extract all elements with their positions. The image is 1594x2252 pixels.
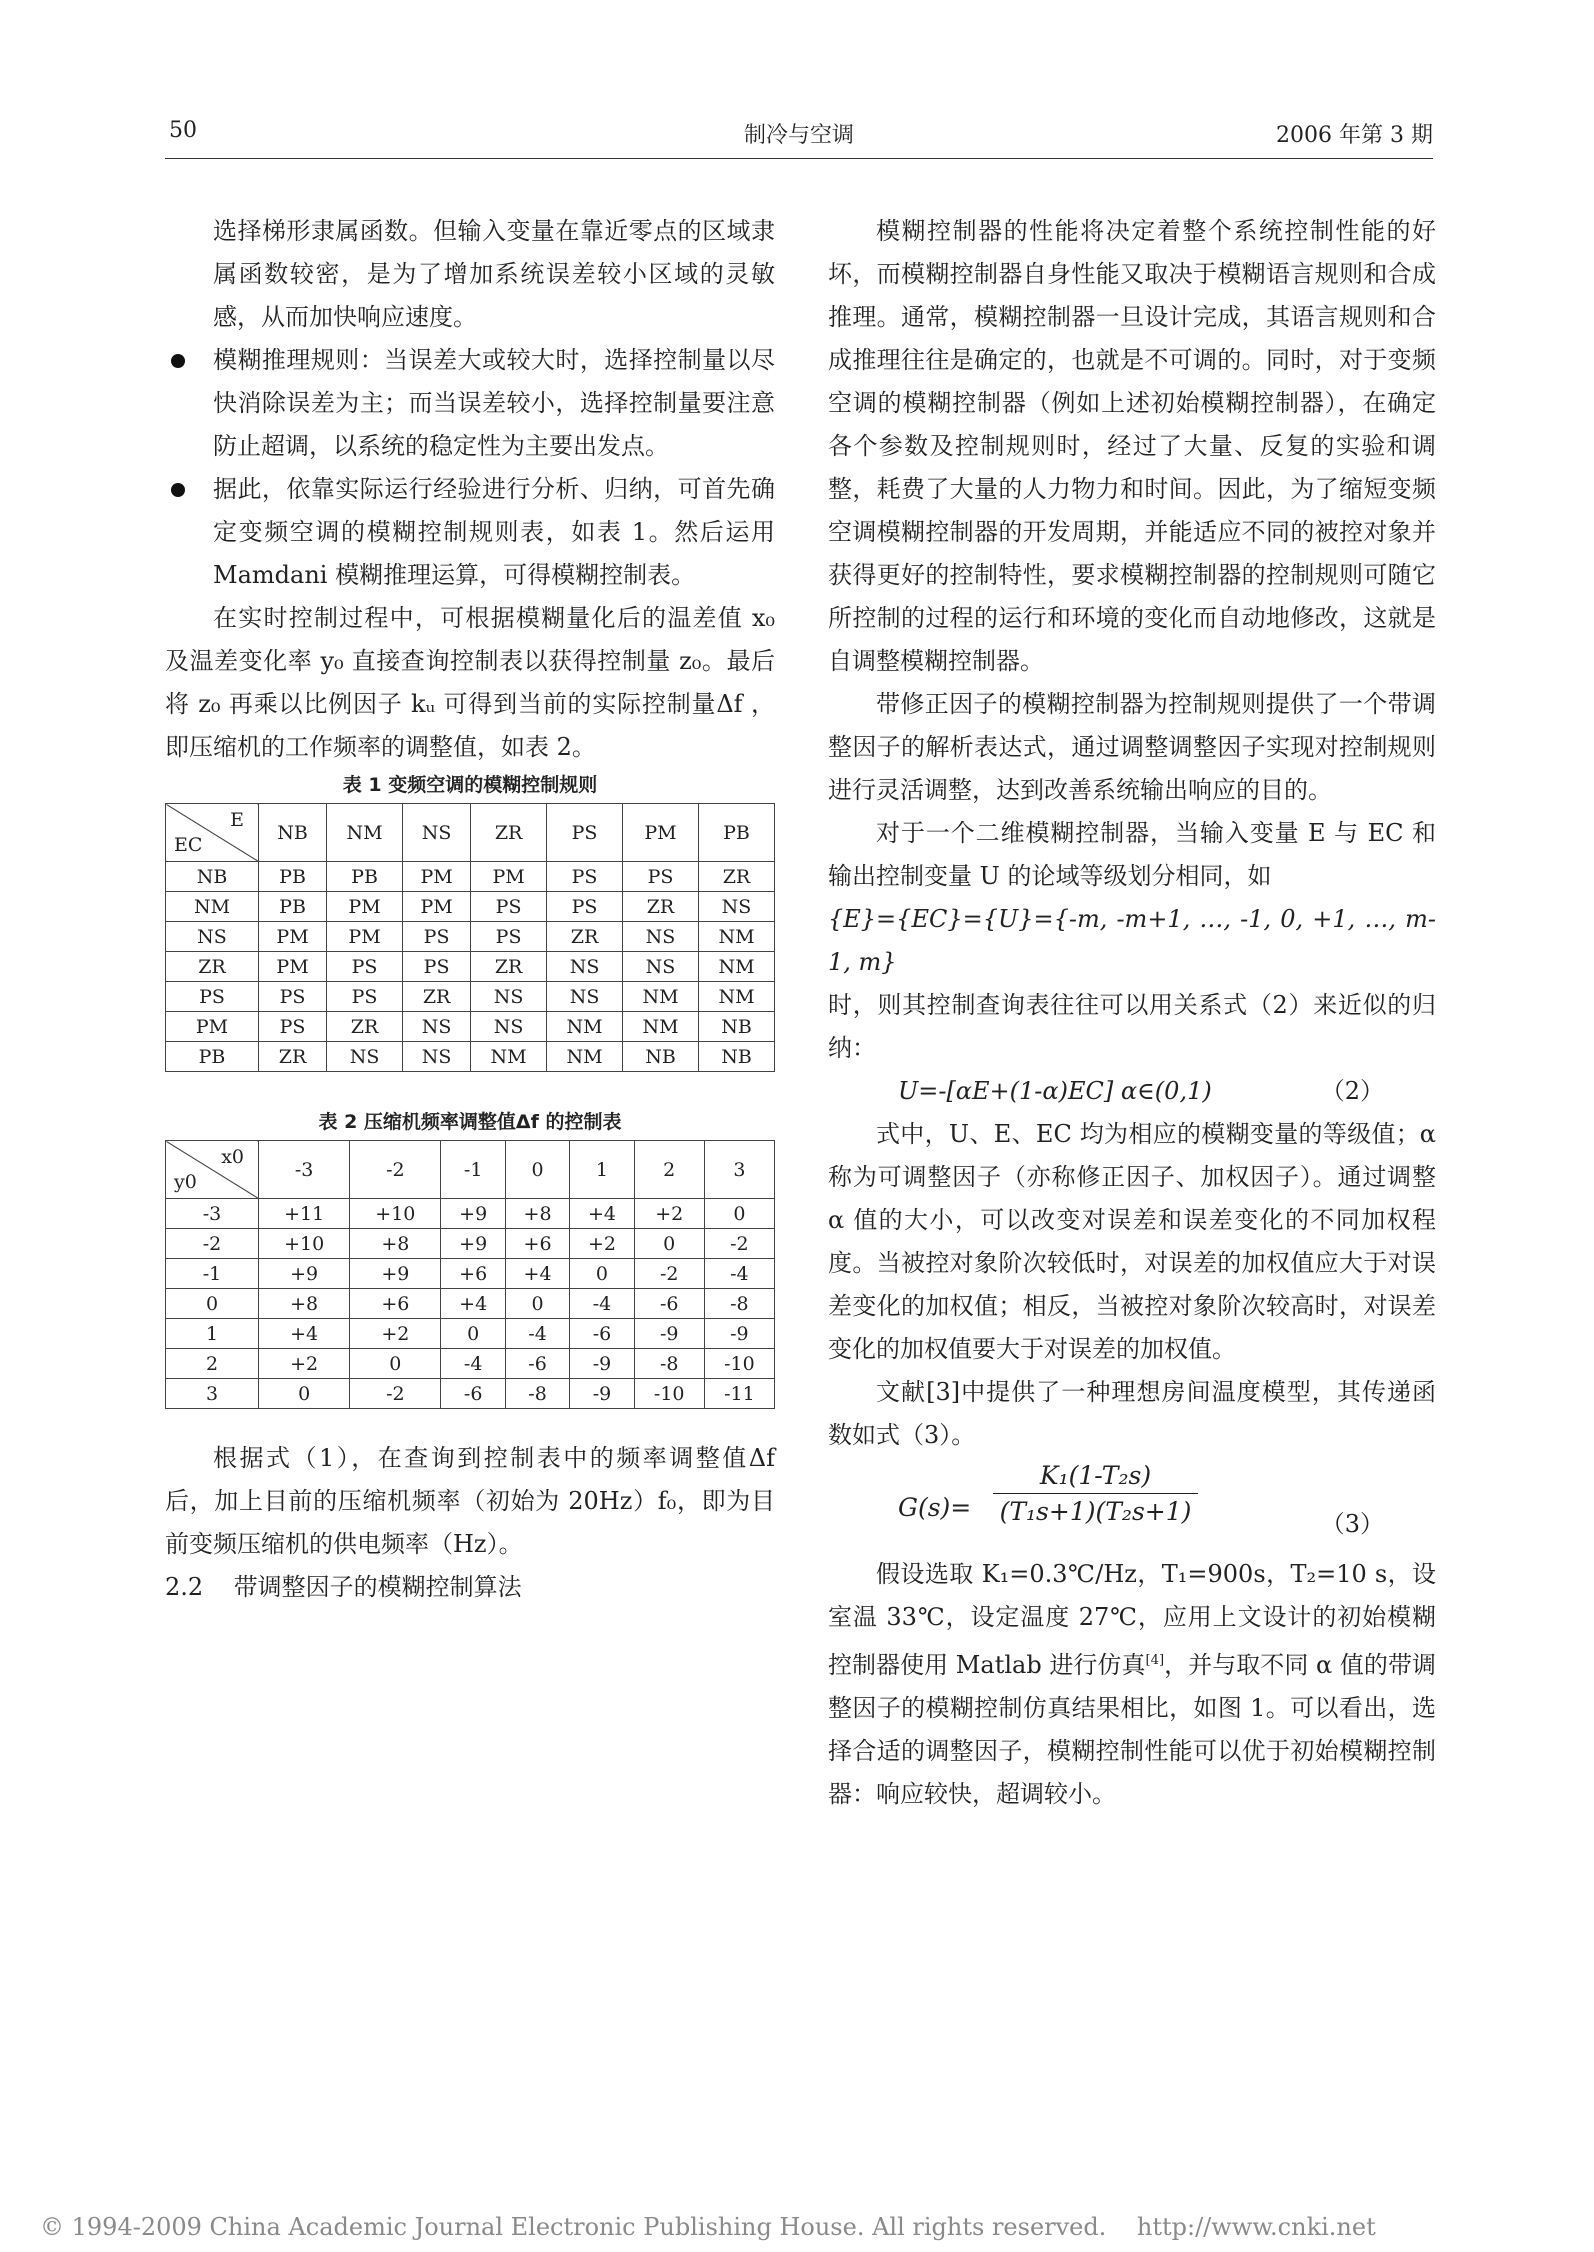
paragraph-after-tables: 根据式（1），在查询到控制表中的频率调整值Δf 后，加上目前的压缩机频率（初始为 20Hz）f₀，即为目前变频压缩机的供电频率（Hz）。 bbox=[165, 1444, 775, 1558]
table-cell: +8 bbox=[350, 1229, 441, 1259]
table-cell: NS bbox=[403, 1042, 471, 1072]
table-cell: PM bbox=[327, 892, 403, 922]
bullet-icon bbox=[171, 354, 185, 368]
table-cell: PS bbox=[623, 862, 699, 892]
column-header: -3 bbox=[259, 1141, 350, 1199]
equation-2: U=-[αE+(1-α)EC] α∈(0,1) （2） bbox=[828, 1070, 1436, 1113]
table-cell: -8 bbox=[704, 1289, 774, 1319]
table-cell: PB bbox=[327, 862, 403, 892]
table-cell: +4 bbox=[441, 1289, 505, 1319]
table-cell: PS bbox=[327, 952, 403, 982]
table-cell: PS bbox=[259, 1012, 327, 1042]
table-cell: PS bbox=[259, 982, 327, 1012]
paragraph-6: 假设选取 K₁=0.3℃/Hz，T₁=900s，T₂=10 s，设室温 33℃，设定温度 27℃，应用上文设计的初始模糊控制器使用 Matlab 进行仿真[4]，并与取不同 α 值的带调整因子的模糊控制仿真结果相比，如图 1。可以看出，选择合适的调整因子，模糊控制性能可以优于初始模糊控制器：响应较快，超调较小。 bbox=[828, 1560, 1436, 1808]
table-cell: 0 bbox=[570, 1259, 634, 1289]
bullet-item: 模糊推理规则：当误差大或较大时，选择控制量以尽快消除误差为主；而当误差较小，选择控制量要注意防止超调，以系统的稳定性为主要出发点。 bbox=[165, 339, 775, 468]
table-cell: -2 bbox=[634, 1259, 704, 1289]
table-cell: NM bbox=[698, 952, 774, 982]
paragraph-3-tail: 时，则其控制查询表往往可以用关系式（2）来近似的归纳： bbox=[828, 991, 1436, 1062]
table-cell: PS bbox=[403, 922, 471, 952]
column-header: PS bbox=[547, 804, 623, 862]
paragraph-3: 对于一个二维模糊控制器，当输入变量 E 与 EC 和输出控制变量 U 的论域等级划分相同，如 bbox=[828, 819, 1436, 890]
table-cell: PM bbox=[259, 952, 327, 982]
table-cell: ZR bbox=[471, 952, 547, 982]
table-cell: NM bbox=[547, 1012, 623, 1042]
table-cell: -4 bbox=[704, 1259, 774, 1289]
table-cell: -2 bbox=[350, 1379, 441, 1409]
section-heading: 2.2 带调整因子的模糊控制算法 bbox=[165, 1573, 522, 1601]
equation-3: G(s)= $\frac{\text{K₁(1-T₂s)}}{\text{(T₁s+1)(T₂s+1)}}$ （3） bbox=[828, 1457, 1436, 1553]
table-cell: +2 bbox=[259, 1349, 350, 1379]
table1-caption: 表 1 变频空调的模糊控制规则 bbox=[342, 774, 598, 796]
table-cell: PS bbox=[403, 952, 471, 982]
citation-ref: [4] bbox=[1145, 1653, 1165, 1668]
table-cell: NB bbox=[623, 1042, 699, 1072]
paragraph-2: 带修正因子的模糊控制器为控制规则提供了一个带调整因子的解析表达式，通过调整调整因子实现对控制规则进行灵活调整，达到改善系统输出响应的目的。 bbox=[828, 690, 1436, 804]
column-header: -1 bbox=[441, 1141, 505, 1199]
table-cell: PS bbox=[471, 922, 547, 952]
bullet-icon bbox=[171, 483, 185, 497]
row-header: PM bbox=[166, 1012, 259, 1042]
table-cell: NS bbox=[327, 1042, 403, 1072]
table-cell: -4 bbox=[505, 1319, 569, 1349]
row-header: NM bbox=[166, 892, 259, 922]
table-cell: +6 bbox=[350, 1289, 441, 1319]
equation-2-number: （2） bbox=[1320, 1077, 1384, 1105]
left-column bbox=[165, 210, 775, 1609]
row-header: PS bbox=[166, 982, 259, 1012]
column-header: NS bbox=[403, 804, 471, 862]
table-cell: +6 bbox=[505, 1229, 569, 1259]
table-cell: +8 bbox=[505, 1199, 569, 1229]
table-cell: +9 bbox=[441, 1199, 505, 1229]
column-header: ZR bbox=[471, 804, 547, 862]
table-cell: -6 bbox=[505, 1349, 569, 1379]
issue-label: 2006 年第 3 期 bbox=[1276, 123, 1433, 148]
paragraph-4: 式中，U、E、EC 均为相应的模糊变量的等级值；α 称为可调整因子（亦称修正因子、加权因子）。通过调整 α 值的大小，可以改变对误差和误差变化的不同加权程度。当被控对象阶次较低时，对误差的加权值应大于对误差变化的加权值；相反，当被控对象阶次较高时，对误差变化的加权值要大于对误差的加权值。 bbox=[828, 1120, 1436, 1363]
table-cell: NS bbox=[698, 892, 774, 922]
table-cell: -4 bbox=[441, 1349, 505, 1379]
table-cell: NS bbox=[403, 1012, 471, 1042]
table-cell: ZR bbox=[698, 862, 774, 892]
equation-3-number: （3） bbox=[1320, 1510, 1384, 1538]
paragraph-5: 文献[3]中提供了一种理想房间温度模型，其传递函数如式（3）。 bbox=[828, 1378, 1436, 1449]
table-cell: +9 bbox=[350, 1259, 441, 1289]
eq3-denominator: (T₁s+1)(T₂s+1) bbox=[993, 1493, 1198, 1530]
table-cell: NB bbox=[698, 1012, 774, 1042]
table-row bbox=[166, 1349, 775, 1379]
row-header: NB bbox=[166, 862, 259, 892]
row-header: ZR bbox=[166, 952, 259, 982]
table-cell: +11 bbox=[259, 1199, 350, 1229]
frequency-control-table bbox=[165, 1140, 775, 1409]
fuzzy-rule-table bbox=[165, 803, 775, 1072]
table-cell: 0 bbox=[634, 1229, 704, 1259]
table-cell: +9 bbox=[441, 1229, 505, 1259]
row-header: PB bbox=[166, 1042, 259, 1072]
table-cell: NS bbox=[623, 952, 699, 982]
table-cell: NS bbox=[471, 982, 547, 1012]
table-cell: 0 bbox=[259, 1379, 350, 1409]
table-cell: +4 bbox=[570, 1199, 634, 1229]
table-cell: PB bbox=[259, 892, 327, 922]
eq3-numerator: K₁(1-T₂s) bbox=[1039, 1461, 1152, 1490]
table-cell: -8 bbox=[634, 1349, 704, 1379]
column-header: PM bbox=[623, 804, 699, 862]
table-cell: ZR bbox=[259, 1042, 327, 1072]
table-cell: -10 bbox=[704, 1349, 774, 1379]
table-cell: -9 bbox=[570, 1379, 634, 1409]
table-cell: NS bbox=[547, 952, 623, 982]
table-cell: -9 bbox=[634, 1319, 704, 1349]
page-number: 50 bbox=[169, 118, 197, 143]
table-cell: -11 bbox=[704, 1379, 774, 1409]
table-cell: -8 bbox=[505, 1379, 569, 1409]
column-header: PB bbox=[698, 804, 774, 862]
column-header: 3 bbox=[704, 1141, 774, 1199]
column-header: -2 bbox=[350, 1141, 441, 1199]
column-header: NM bbox=[327, 804, 403, 862]
table-row bbox=[166, 1319, 775, 1349]
table-cell: -9 bbox=[570, 1349, 634, 1379]
page-header bbox=[165, 118, 1433, 158]
table-cell: -6 bbox=[634, 1289, 704, 1319]
table-cell: -2 bbox=[704, 1229, 774, 1259]
table-row bbox=[166, 1229, 775, 1259]
table-row bbox=[166, 922, 775, 952]
row-header: 2 bbox=[166, 1349, 259, 1379]
table-row bbox=[166, 1379, 775, 1409]
table-cell: +4 bbox=[259, 1319, 350, 1349]
row-header: 0 bbox=[166, 1289, 259, 1319]
table-cell: NS bbox=[471, 1012, 547, 1042]
table-row bbox=[166, 892, 775, 922]
table-cell: -9 bbox=[704, 1319, 774, 1349]
table2-corner: x0 y0 bbox=[166, 1141, 259, 1199]
table-cell: PB bbox=[259, 862, 327, 892]
table-cell: ZR bbox=[327, 1012, 403, 1042]
table-cell: -6 bbox=[570, 1319, 634, 1349]
row-header: -1 bbox=[166, 1259, 259, 1289]
table-cell: PM bbox=[403, 862, 471, 892]
table-cell: -4 bbox=[570, 1289, 634, 1319]
table-cell: +6 bbox=[441, 1259, 505, 1289]
table-cell: ZR bbox=[623, 892, 699, 922]
table-cell: PM bbox=[327, 922, 403, 952]
table-cell: NB bbox=[698, 1042, 774, 1072]
column-header: 0 bbox=[505, 1141, 569, 1199]
table-cell: ZR bbox=[403, 982, 471, 1012]
table-row bbox=[166, 862, 775, 892]
table-row bbox=[166, 952, 775, 982]
domain-set-expression: {E}={EC}={U}={-m, -m+1, …, -1, 0, +1, …, m-1, m} bbox=[828, 905, 1436, 976]
table-cell: NM bbox=[547, 1042, 623, 1072]
table-cell: PS bbox=[327, 982, 403, 1012]
table-cell: NS bbox=[623, 922, 699, 952]
table-cell: -10 bbox=[634, 1379, 704, 1409]
table-cell: NM bbox=[623, 982, 699, 1012]
table-cell: +2 bbox=[350, 1319, 441, 1349]
journal-title: 制冷与空调 bbox=[743, 123, 854, 148]
column-header: 1 bbox=[570, 1141, 634, 1199]
table-cell: PM bbox=[471, 862, 547, 892]
table-cell: +10 bbox=[259, 1229, 350, 1259]
header-rule bbox=[165, 158, 1433, 159]
table-cell: +9 bbox=[259, 1259, 350, 1289]
column-header: 2 bbox=[634, 1141, 704, 1199]
table-cell: 0 bbox=[505, 1289, 569, 1319]
table-cell: PM bbox=[403, 892, 471, 922]
row-header: 3 bbox=[166, 1379, 259, 1409]
paragraph-1: 模糊控制器的性能将决定着整个系统控制性能的好坏，而模糊控制器自身性能又取决于模糊语言规则和合成推理。通常，模糊控制器一旦设计完成，其语言规则和合成推理往往是确定的，也就是不可调的。同时，对于变频空调的模糊控制器（例如上述初始模糊控制器），在确定各个参数及控制规则时，经过了大量、反复的实验和调整，耗费了大量的人力物力和时间。因此，为了缩短变频空调模糊控制器的开发周期，并能适应不同的被控对象并获得更好的控制特性，要求模糊控制器的控制规则可随它所控制的过程的运行和环境的变化而自动地修改，这就是自调整模糊控制器。 bbox=[828, 217, 1436, 675]
table-cell: NM bbox=[698, 982, 774, 1012]
right-column bbox=[828, 210, 1436, 1816]
table-cell: +4 bbox=[505, 1259, 569, 1289]
table-row bbox=[166, 1012, 775, 1042]
table-cell: NM bbox=[698, 922, 774, 952]
table-cell: PS bbox=[547, 862, 623, 892]
table-cell: +2 bbox=[634, 1199, 704, 1229]
bullet-item: 据此，依靠实际运行经验进行分析、归纳，可首先确定变频空调的模糊控制规则表，如表 1。然后运用 Mamdani 模糊推理运算，可得模糊控制表。 bbox=[165, 468, 775, 597]
table-row bbox=[166, 982, 775, 1012]
table-cell: PS bbox=[547, 892, 623, 922]
table-cell: PM bbox=[259, 922, 327, 952]
table-cell: -6 bbox=[441, 1379, 505, 1409]
table-row bbox=[166, 1199, 775, 1229]
table-row bbox=[166, 1042, 775, 1072]
table-cell: +2 bbox=[570, 1229, 634, 1259]
table-cell: 0 bbox=[350, 1349, 441, 1379]
column-header: NB bbox=[259, 804, 327, 862]
table-cell: ZR bbox=[547, 922, 623, 952]
table-cell: NM bbox=[471, 1042, 547, 1072]
row-header: 1 bbox=[166, 1319, 259, 1349]
table-cell: +10 bbox=[350, 1199, 441, 1229]
row-header: NS bbox=[166, 922, 259, 952]
table-row bbox=[166, 1259, 775, 1289]
table-cell: NS bbox=[547, 982, 623, 1012]
table-cell: PS bbox=[471, 892, 547, 922]
row-header: -2 bbox=[166, 1229, 259, 1259]
row-header: -3 bbox=[166, 1199, 259, 1229]
table1-corner: E EC bbox=[166, 804, 259, 862]
paragraph-continued: 选择梯形隶属函数。但输入变量在靠近零点的区域隶属函数较密，是为了增加系统误差较小区域的灵敏感，从而加快响应速度。 bbox=[213, 217, 775, 331]
table-cell: 0 bbox=[704, 1199, 774, 1229]
copyright-footer: © 1994-2009 China Academic Journal Electronic Publishing House. All rights reserved. http://www.cnki.net bbox=[40, 2213, 1376, 2241]
table-row bbox=[166, 1289, 775, 1319]
table2-caption: 表 2 压缩机频率调整值Δf 的控制表 bbox=[318, 1111, 622, 1133]
paragraph-realtime: 在实时控制过程中，可根据模糊量化后的温差值 x₀ 及温差变化率 y₀ 直接查询控制表以获得控制量 z₀。最后将 z₀ 再乘以比例因子 kᵤ 可得到当前的实际控制量Δf ，即压缩机的工作频率的调整值，如表 2。 bbox=[165, 604, 775, 761]
table-cell: NM bbox=[623, 1012, 699, 1042]
table-cell: +8 bbox=[259, 1289, 350, 1319]
table-cell: 0 bbox=[441, 1319, 505, 1349]
